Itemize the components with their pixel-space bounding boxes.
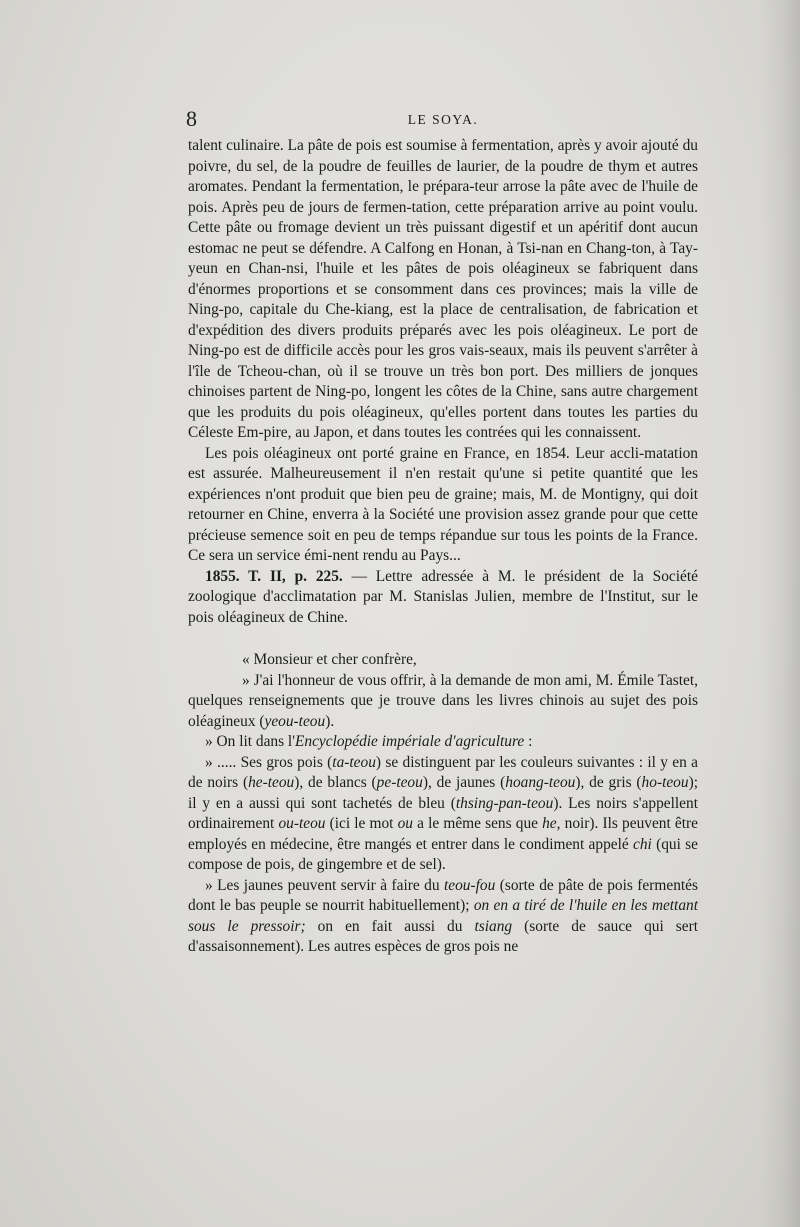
citation-text: — Lettre adressée à M. le président de la Société zoologique d'acclimatation par M. Stanislas Julien, membre de l'Institut, sur le pois oléagineux de Chine.	[188, 567, 698, 626]
page-header	[186, 106, 700, 132]
body-text	[188, 136, 698, 958]
paragraph-2: Les pois oléagineux ont porté graine en France, en 1854. Leur accli-matation est assurée. Malheureusement il n'en restait qu'une si petite quantité que les expériences n'ont produit que bien peu de graine; mais, M. de Montigny, qui doit retourner en Chine, enverra à la Société une provision assez grande pour que cette précieuse semence soit en peu de temps répandue sur tous les points de la France. Ce sera un service émi-nent rendu au Pays...	[188, 444, 698, 564]
paragraph-gap	[188, 628, 698, 650]
letter-salutation: « Monsieur et cher confrère,	[242, 651, 417, 668]
page-number: 8	[186, 106, 197, 131]
citation-reference: 1855. T. II, p. 225.	[205, 567, 343, 585]
letter-paragraph-2: » On lit dans l'Encyclopédie impériale d'agriculture :	[205, 733, 533, 750]
paragraph-1: talent culinaire. La pâte de pois est soumise à fermentation, après y avoir ajouté du poivre, du sel, de la poudre de feuilles de laurier, de la poudre de thym et autres aromates. Pendant la fermentation, le prépara-teur arrose la pâte avec de l'huile de pois. Après peu de jours de fermen-tation, cette préparation arrive au point voulu. Cette pâte ou fromage devient un très puissant digestif et un apéritif dont aucun estomac ne peut se défendre. A Calfong en Honan, à Tsi-nan en Chang-ton, à Tay-yeun en Chan-nsi, l'huile et les pâtes de pois oléagineux se fabriquent dans d'énormes proportions et se consomment dans ces provinces; mais la ville de Ning-po, capitale du Che-kiang, est la place de centralisation, de fabrication et d'expédition des divers produits préparés avec les pois oléagineux. Le port de Ning-po est de difficile accès pour les gros vais-seaux, mais ils peuvent s'arrêter à l'île de Tcheou-chan, où il se trouve un très bon port. Des milliers de jonques chinoises partent de Ning-po, longent les côtes de la Chine, sans autre chargement que les produits du pois oléagineux, qu'elles portent dans toutes les parties du Céleste Em-pire, au Japon, et dans toutes les contrées qui les connaissent.	[188, 137, 698, 441]
letter-paragraph-3: » ..... Ses gros pois (ta-teou) se distinguent par les couleurs suivantes : il y en a de noirs (he-teou), de blancs (pe-teou), de jaunes (hoang-teou), de gris (ho-teou); il y en a aussi qui sont tachetés de bleu (thsing-pan-teou). Les noirs s'appellent ordinairement ou-teou (ici le mot ou a le même sens que he, noir). Ils peuvent être employés en médecine, être mangés et entrer dans le condiment appelé chi (qui se compose de pois, de gingembre et de sel).	[188, 753, 699, 873]
page-fold-shadow	[760, 0, 800, 1227]
paragraph-3	[188, 567, 698, 629]
letter-paragraph-1: » J'ai l'honneur de vous offrir, à la demande de mon ami, M. Émile Tastet, quelques renseignements que je trouve dans les livres chinois au sujet des pois oléagineux (yeou-teou).	[188, 671, 698, 730]
letter-paragraph-4: » Les jaunes peuvent servir à faire du teou-fou (sorte de pâte de pois fermentés dont le bas peuple se nourrit habituellement); on en a tiré de l'huile en les mettant sous le pressoir; on en fait aussi du tsiang (sorte de sauce qui sert d'assaisonnement). Les autres espèces de gros pois ne	[188, 876, 699, 955]
running-title: LE SOYA.	[407, 112, 479, 127]
